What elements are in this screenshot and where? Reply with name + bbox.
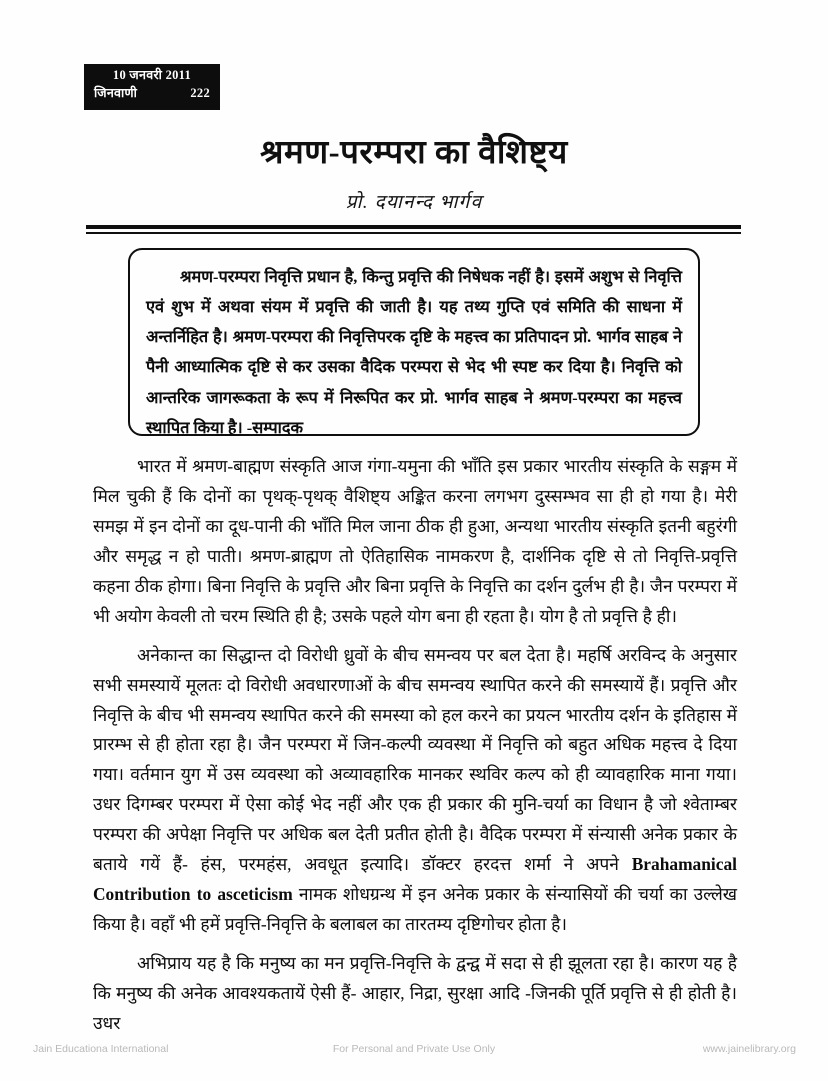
abstract-signature: -सम्पादक <box>246 417 304 437</box>
issue-date: 10 जनवरी 2011 <box>112 68 192 82</box>
divider-thin-line <box>86 232 741 234</box>
footer-organization: Jain Educationa International <box>33 1043 169 1055</box>
paragraph-2-text-a: अनेकान्त का सिद्धान्त दो विरोधी ध्रुवों के बीच समन्वय पर बल देता है। महर्षि अरविन्द के अनुसार सभी समस्यायें मूलतः दो विरोधी अवधारणाओं के बीच समन्वय स्थापित करने की समस्यायें हैं। प्रवृत्ति और निवृत्ति के बीच भी समन्वय स्थापित करने की समस्या को हल करने का प्रयत्न भारतीय दर्शन के इतिहास में प्रारम्भ से ही होता रहा है। जैन परम्परा में जिन-कल्पी व्यवस्था में निवृत्ति को बहुत अधिक महत्त्व दे दिया गया। वर्तमान युग में उस व्यवस्था को अव्यावहारिक मानकर स्थविर कल्प को ही व्यावहारिक माना गया। उधर दिगम्बर परम्परा में ऐसा कोई भेद नहीं और एक ही प्रकार की मुनि-चर्या का विधान है जो श्वेताम्बर परम्परा की अपेक्षा निवृत्ति पर अधिक बल देती प्रतीत होती है। वैदिक परम्परा में संन्यासी अनेक प्रकार के बताये गयें हैं- हंस, परमहंस, अवधूत इत्यादि। डॉक्टर हरदत्त शर्मा ने अपने <box>93 644 737 875</box>
author-byline: प्रो. दयानन्द भार्गव <box>345 192 483 213</box>
body-paragraph-1: भारत में श्रमण-बाह्मण संस्कृति आज गंगा-यमुना की भाँति इस प्रकार भारतीय संस्कृति के सङ्गम में मिल चुकी हैं कि दोनों का पृथक्-पृथक् वैशिष्ट्य अङ्कित करना लगभग दुस्सम्भव सा ही हो गया है। मेरी समझ में इन दोनों का दूध-पानी की भाँति मिल जाना ठीक ही हुआ, अन्यथा भारतीय संस्कृति इतनी बहुरंगी और समृद्ध न हो पाती। श्रमण-ब्राह्मण तो ऐतिहासिक नामकरण है, दार्शनिक दृष्टि से तो निवृत्ति-प्रवृत्ति कहना ठीक होगा। बिना निवृत्ति के प्रवृत्ति और बिना प्रवृत्ति के निवृत्ति का दर्शन दुर्लभ ही है। जैन परम्परा में भी अयोग केवली तो चरम स्थिति ही है; उसके पहले योग बना ही रहता है। योग है तो प्रवृत्ति है ही। <box>93 456 737 626</box>
footer-usage-notice: For Personal and Private Use Only <box>332 1043 496 1055</box>
journal-name: जिनवाणी <box>94 86 138 101</box>
page-footer <box>0 1041 828 1057</box>
abstract-box <box>128 248 700 436</box>
header-divider <box>86 225 741 234</box>
body-paragraph-2 <box>93 641 737 940</box>
abstract-body: श्रमण-परम्परा निवृत्ति प्रधान है, किन्तु प्रवृत्ति की निषेधक नहीं है। इसमें अशुभ से निवृत्ति एवं शुभ में अथवा संयम में प्रवृत्ति की जाती है। यह तथ्य गुप्ति एवं समिति की साधना में अन्तर्निहित है। श्रमण-परम्परा की निवृत्तिपरक दृष्टि के महत्त्व का प्रतिपादन प्रो. भार्गव साहब ने पैनी आध्यात्मिक दृष्टि से कर उसका वैदिक परम्परा से भेद भी स्पष्ट कर दिया है। निवृत्ति को आन्तरिक जागरूकता के रूप में निरूपित कर प्रो. भार्गव साहब ने श्रमण-परम्परा का महत्त्व स्थापित किया है। <box>146 267 682 437</box>
body-column <box>93 452 737 1048</box>
issue-journal-row <box>84 84 220 102</box>
footer-website[interactable]: www.jainelibrary.org <box>702 1043 796 1055</box>
paragraph-2-text-b: नामक शोधग्रन्थ में इन अनेक प्रकार के संन्यासियों की चर्या का उल्लेख किया है। वहाँ भी हमें प्रवृत्ति-निवृत्ति के बलाबल का तारतम्य दृष्टिगोचर होता है। <box>93 884 737 935</box>
page-number: 222 <box>190 86 210 101</box>
abstract-paragraph <box>146 262 682 443</box>
issue-stamp <box>84 64 220 110</box>
body-paragraph-3: अभिप्राय यह है कि मनुष्य का मन प्रवृत्ति-निवृत्ति के द्वन्द्व में सदा से ही झूलता रहा है। कारण यह है कि मनुष्य की अनेक आवश्यकतायें ऐसी हैं- आहार, निद्रा, सुरक्षा आदि -जिनकी पूर्ति प्रवृत्ति से ही होती है। उधर <box>93 953 737 1033</box>
referenced-book-title: Brahamanical Contribution to asceticism <box>93 854 737 905</box>
page-title: श्रमण-परम्परा का वैशिष्ट्य <box>260 135 568 171</box>
